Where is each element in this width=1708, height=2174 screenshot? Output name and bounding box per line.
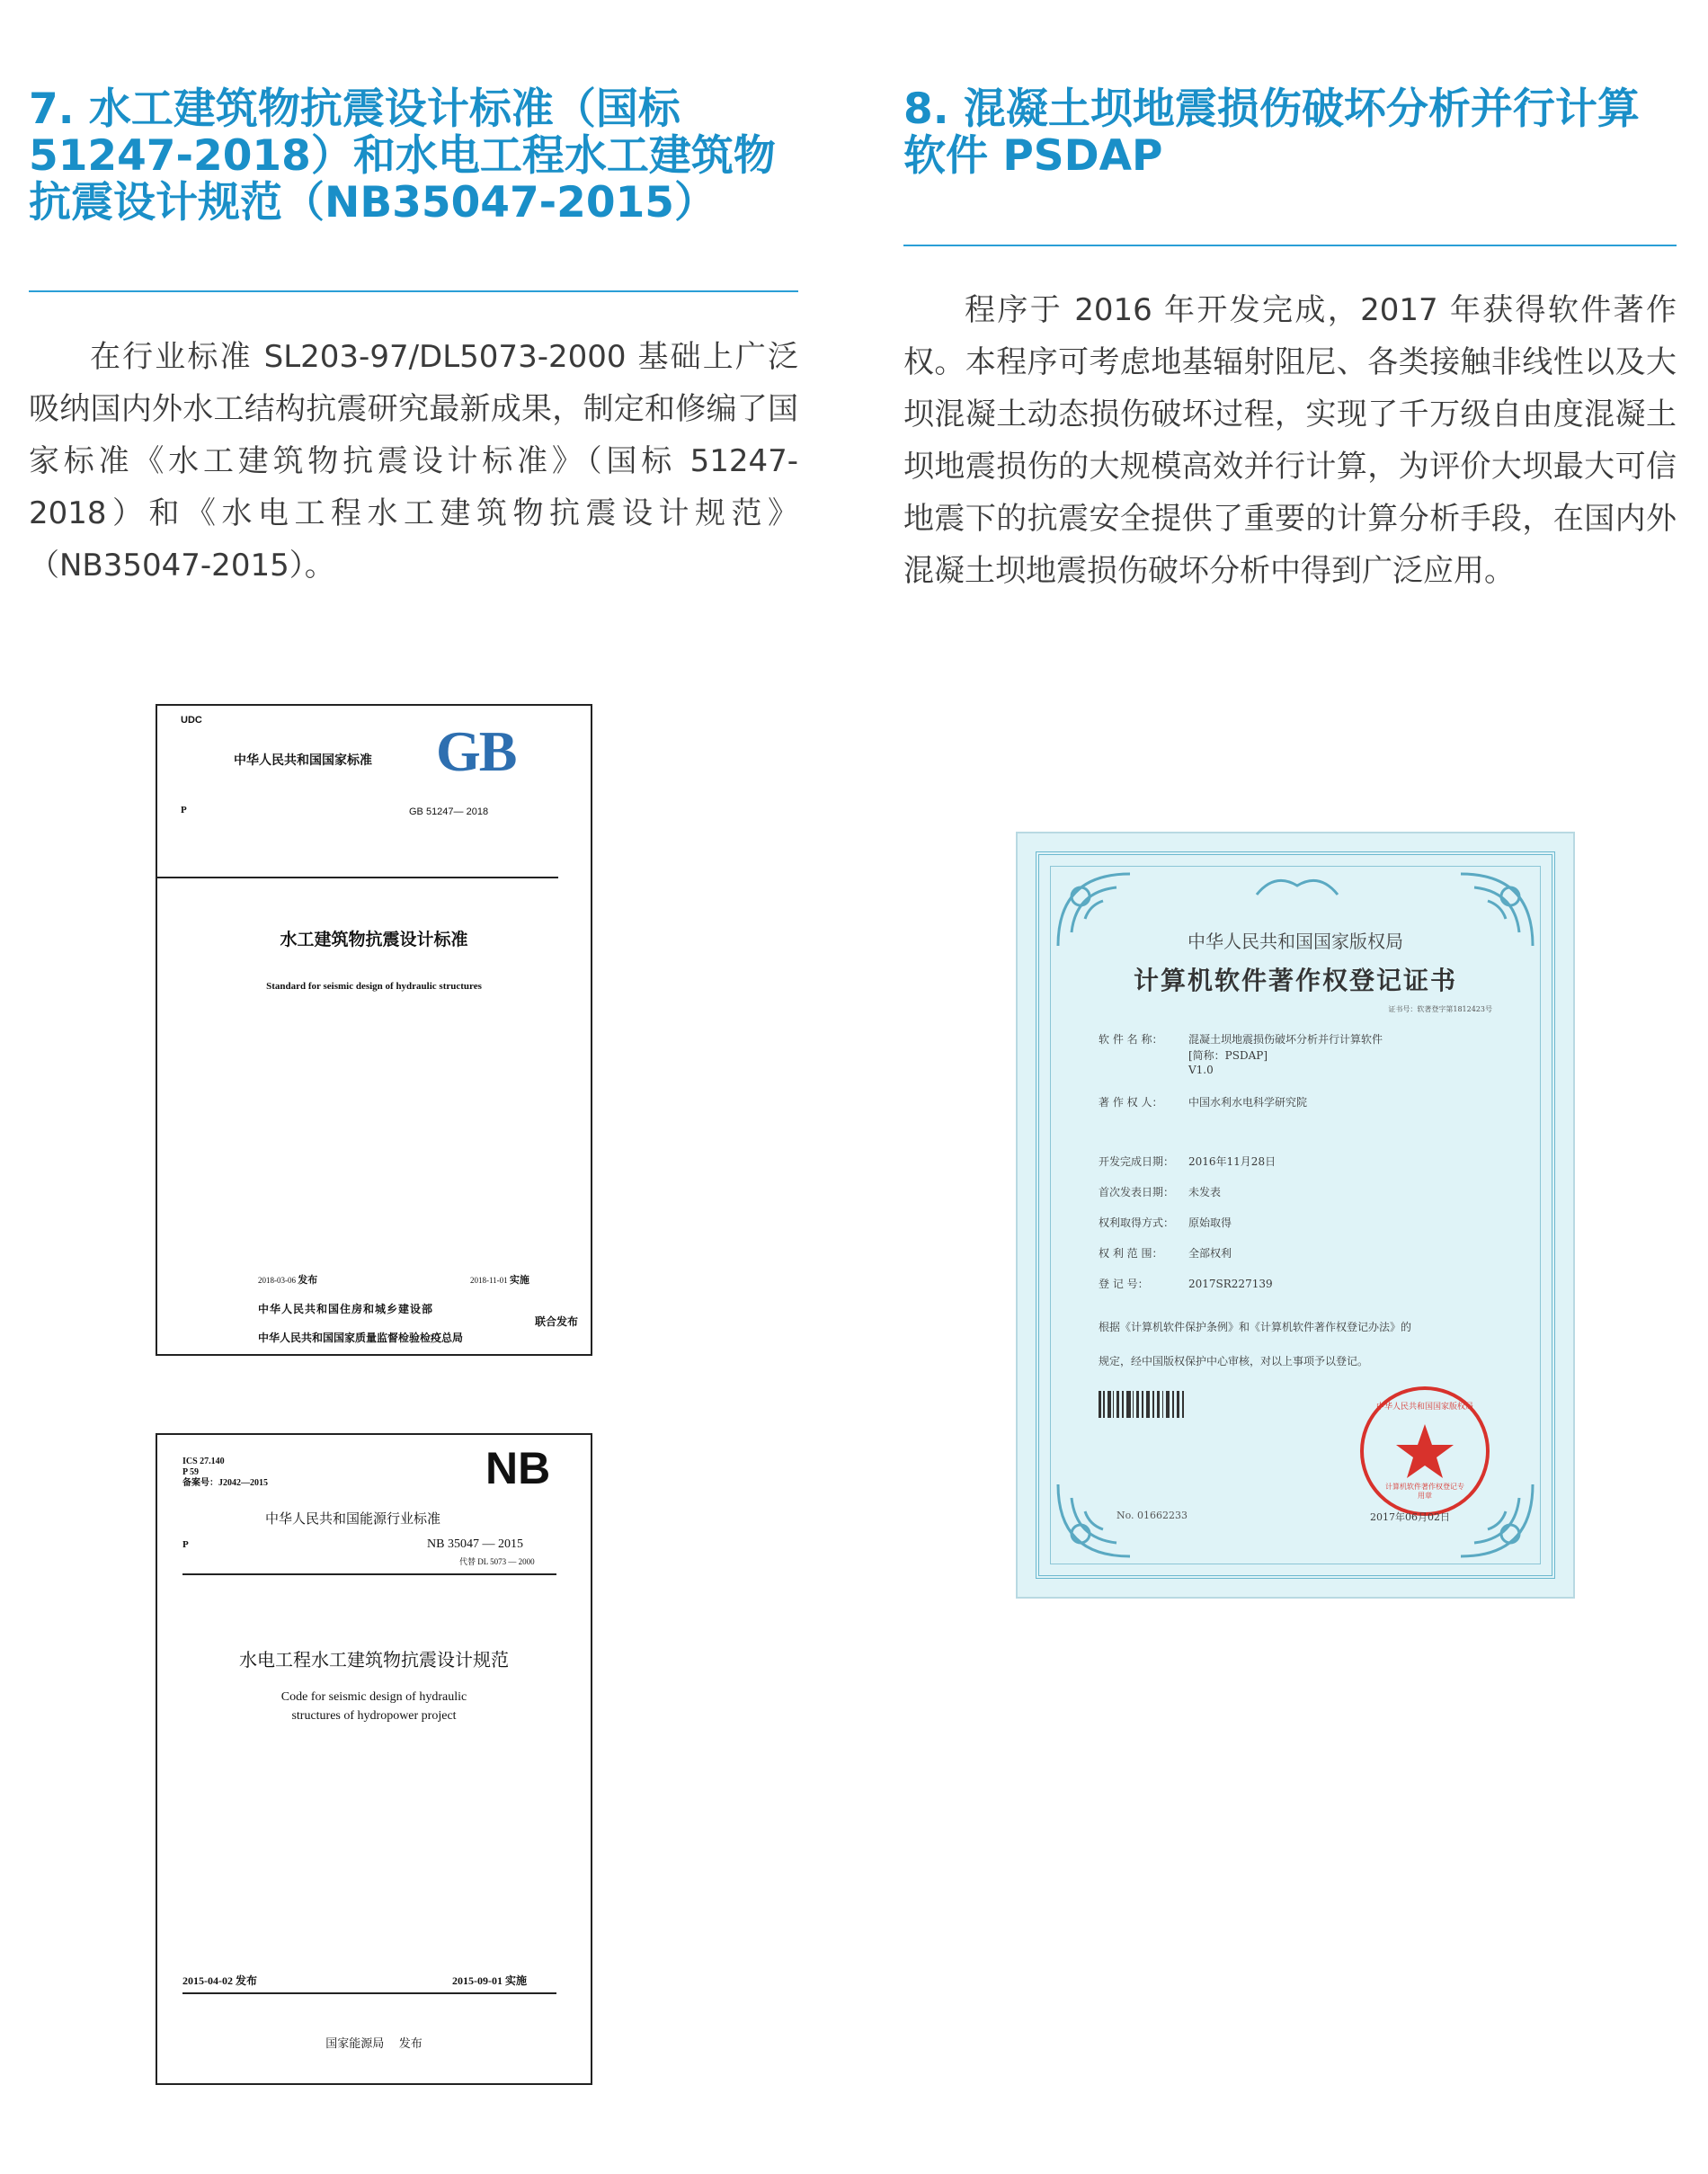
nb-title-cn: 水电工程水工建筑物抗震设计规范 bbox=[239, 1649, 509, 1671]
nb-standard-cover bbox=[156, 1433, 592, 2085]
section-7-body: 在行业标准 SL203-97/DL5073-2000 基础上广泛吸纳国内外水工结构抗震研究最新成果，制定和修编了国家标准《水工建筑物抗震设计标准》（国标 51247-2018）和《水电工程水工建筑物抗震设计规范》（NB35047-2015）。 bbox=[29, 339, 798, 584]
seal-top-text: 中华人民共和国国家版权局 bbox=[1375, 1403, 1473, 1412]
nb-divider bbox=[182, 1573, 556, 1575]
gb-divider bbox=[157, 877, 558, 878]
gb-standard-cover bbox=[156, 704, 592, 1356]
seal-bottom-text: 计算机软件著作权登记专用章 bbox=[1385, 1483, 1464, 1500]
section-8-title: 8. 混凝土坝地震损伤破坏分析并行计算软件 PSDAP bbox=[903, 85, 1640, 181]
cert-field-dev-date: 开发完成日期： 2016年11月28日 bbox=[1099, 1155, 1277, 1168]
nb-replace: 代替 DL 5073 — 2000 bbox=[459, 1557, 535, 1566]
nb-title-en-1: Code for seismic design of hydraulic bbox=[280, 1690, 467, 1704]
gb-code: GB 51247— 2018 bbox=[409, 806, 489, 817]
cert-field-reg-no: 登 记 号： 2017SR227139 bbox=[1099, 1278, 1273, 1290]
cert-serial: No. 01662233 bbox=[1116, 1510, 1188, 1521]
nb-title-en-2: structures of hydropower project bbox=[291, 1709, 457, 1723]
gb-org: 中华人民共和国国家标准 bbox=[234, 753, 372, 768]
cert-title: 计算机软件著作权登记证书 bbox=[1133, 966, 1457, 995]
nb-p: P bbox=[182, 1539, 189, 1550]
section-7-title: 7. 水工建筑物抗震设计标准（国标 51247-2018）和水电工程水工建筑物抗震设计规范（NB35047-2015） bbox=[29, 85, 776, 227]
cert-date: 2017年06月02日 bbox=[1370, 1511, 1450, 1523]
cert-field-version: V1.0 bbox=[1188, 1064, 1214, 1076]
gb-title-en: Standard for seismic design of hydraulic structures bbox=[266, 981, 482, 992]
gb-logo: GB bbox=[436, 719, 516, 783]
nb-issue: 2015-04-02 发布 bbox=[182, 1974, 257, 1987]
nb-record: 备案号：J2042—2015 bbox=[182, 1478, 268, 1488]
nb-ics-block bbox=[182, 1457, 268, 1489]
section-7-divider bbox=[29, 290, 798, 292]
section-8-body: 程序于 2016 年开发完成，2017 年获得软件著作权。本程序可考虑地基辐射阻尼、各类接触非线性以及大坝混凝土动态损伤破坏过程，实现了千万级自由度混凝土坝地震损伤的大规模高效并行计算，为评价大坝最大可信地震下的抗震安全提供了重要的计算分析手段，在国内外混凝土坝地震损伤破坏分析中得到广泛应用。 bbox=[903, 292, 1677, 589]
nb-p59: P 59 bbox=[182, 1467, 200, 1477]
cert-field-short-name: [简称：PSDAP] bbox=[1188, 1049, 1268, 1062]
cert-field-owner: 著 作 权 人： 中国水利水电科学研究院 bbox=[1099, 1096, 1308, 1109]
gb-title-cn: 水工建筑物抗震设计标准 bbox=[280, 930, 468, 949]
nb-ics: ICS 27.140 bbox=[182, 1457, 225, 1466]
nb-org: 中华人民共和国能源行业标准 bbox=[265, 1510, 441, 1527]
nb-code: NB 35047 — 2015 bbox=[427, 1537, 523, 1551]
nb-divider-bottom bbox=[182, 1992, 556, 1994]
cert-statement-1: 根据《计算机软件保护条例》和《计算机软件著作权登记办法》的 bbox=[1099, 1321, 1412, 1333]
nb-logo: NB bbox=[485, 1443, 551, 1493]
section-8-divider bbox=[903, 245, 1677, 246]
cert-field-publish-date: 首次发表日期： 未发表 bbox=[1099, 1186, 1222, 1198]
cert-field-software-name: 软 件 名 称： 混凝土坝地震损伤破坏分析并行计算软件 bbox=[1099, 1033, 1383, 1046]
cert-org: 中华人民共和国国家版权局 bbox=[1188, 931, 1403, 952]
gb-joint: 联合发布 bbox=[535, 1315, 579, 1328]
gb-impl: 2018-11-01 实施 bbox=[470, 1275, 529, 1286]
cert-field-scope: 权 利 范 围： 全部权利 bbox=[1099, 1247, 1232, 1260]
cert-top-ornament bbox=[1252, 868, 1342, 904]
software-copyright-certificate bbox=[1016, 832, 1575, 1599]
barcode-icon bbox=[1099, 1391, 1188, 1418]
gb-issue: 2018-03-06 发布 bbox=[258, 1275, 318, 1286]
nb-publisher: 国家能源局 发布 bbox=[325, 2037, 423, 2051]
gb-p: P bbox=[181, 805, 187, 815]
cert-number: 证书号：软著登字第1812423号 bbox=[1388, 1005, 1492, 1013]
gb-publisher-1: 中华人民共和国住房和城乡建设部 bbox=[258, 1303, 434, 1315]
cert-field-acquisition: 权利取得方式： 原始取得 bbox=[1099, 1216, 1232, 1229]
gb-publisher-2: 中华人民共和国国家质量监督检验检疫总局 bbox=[258, 1332, 464, 1344]
nb-impl: 2015-09-01 实施 bbox=[452, 1974, 527, 1987]
gb-udc: UDC bbox=[181, 715, 202, 726]
cert-statement-2: 规定，经中国版权保护中心审核，对以上事项予以登记。 bbox=[1099, 1355, 1369, 1368]
